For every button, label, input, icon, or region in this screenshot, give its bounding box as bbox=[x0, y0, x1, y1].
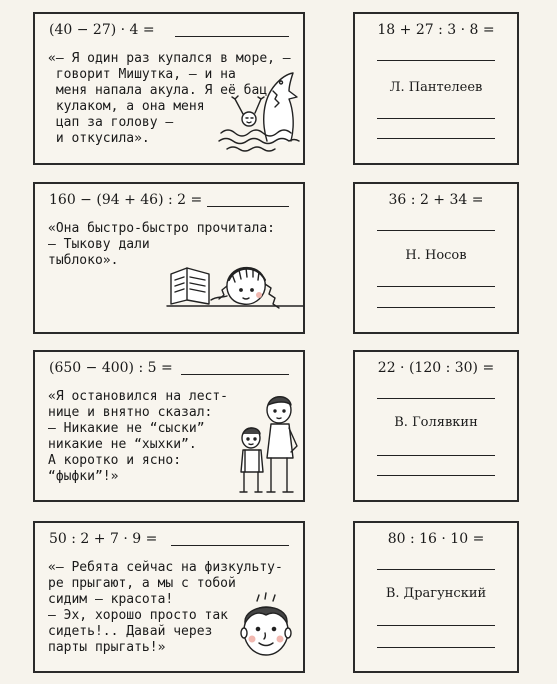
two-boys-illustration bbox=[231, 392, 305, 500]
answer-card-3-line-1[interactable] bbox=[377, 398, 495, 399]
exercise-card-4 bbox=[33, 521, 305, 673]
answer-card-3-line-3[interactable] bbox=[377, 475, 495, 476]
quote-1: «— Я один раз купался в море, — говорит Мишутка, — и на меня напала акула. Я её бац кулаком, а она меня цап за голову — и откусила». bbox=[48, 51, 291, 146]
answer-card-4-line-1[interactable] bbox=[377, 569, 495, 570]
answer-line-2[interactable] bbox=[207, 206, 289, 207]
expression-2: 160 − (94 + 46) : 2 = bbox=[49, 192, 203, 208]
author-3: В. Голявкин bbox=[394, 415, 478, 430]
exercise-card-1 bbox=[33, 12, 305, 165]
answer-card-3-line-2[interactable] bbox=[377, 455, 495, 456]
quote-4: «— Ребята сейчас на физкульту- ре прыгают, а мы с тобой сидим — красота! — Эх, хорошо просто так сидеть!.. Давай через парты прыгать!» bbox=[48, 560, 283, 655]
author-4: В. Драгунский bbox=[385, 586, 487, 601]
answer-card-4-line-3[interactable] bbox=[377, 647, 495, 648]
answer-line-4[interactable] bbox=[171, 545, 289, 546]
answer-card-1 bbox=[353, 12, 519, 165]
expression-4: 50 : 2 + 7 · 9 = bbox=[49, 531, 158, 547]
quote-2: «Она быстро-быстро прочитала: — Тыкову дали тыблоко». bbox=[48, 221, 275, 268]
answer-expression-3: 22 · (120 : 30) = bbox=[377, 360, 495, 376]
answer-card-1-line-2[interactable] bbox=[377, 118, 495, 119]
shark-illustration bbox=[215, 69, 303, 159]
quote-3: «Я остановился на лест- нице и внятно сказал: — Никакие не “сыски” никакие не “хыхки”. А коротко и ясно: “фыфки”!» bbox=[48, 389, 229, 484]
answer-line-3[interactable] bbox=[181, 374, 289, 375]
author-1: Л. Пантелеев bbox=[389, 80, 483, 95]
expression-1: (40 − 27) · 4 = bbox=[49, 22, 155, 38]
answer-card-2-line-1[interactable] bbox=[377, 230, 495, 231]
expression-3: (650 − 400) : 5 = bbox=[49, 360, 173, 376]
girl-reading-illustration bbox=[165, 244, 305, 314]
answer-card-1-line-3[interactable] bbox=[377, 138, 495, 139]
answer-line-1[interactable] bbox=[175, 36, 289, 37]
answer-card-4 bbox=[353, 521, 519, 673]
exercise-card-3 bbox=[33, 350, 305, 502]
answer-card-2-line-2[interactable] bbox=[377, 286, 495, 287]
exercise-card-2 bbox=[33, 182, 305, 334]
answer-card-3 bbox=[353, 350, 519, 502]
author-2: Н. Носов bbox=[405, 248, 467, 263]
answer-card-4-line-2[interactable] bbox=[377, 625, 495, 626]
answer-card-2 bbox=[353, 182, 519, 334]
boy-face-illustration bbox=[235, 593, 297, 663]
answer-expression-4: 80 : 16 · 10 = bbox=[387, 531, 485, 547]
answer-card-2-line-3[interactable] bbox=[377, 307, 495, 308]
answer-card-1-line-1[interactable] bbox=[377, 60, 495, 61]
answer-expression-2: 36 : 2 + 34 = bbox=[388, 192, 484, 208]
answer-expression-1: 18 + 27 : 3 · 8 = bbox=[377, 22, 495, 38]
